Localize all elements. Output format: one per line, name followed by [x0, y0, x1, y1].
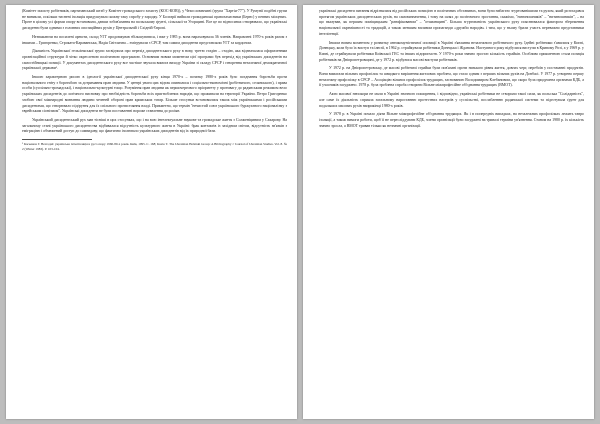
left-paragraph-2: Незважаючи на посилені арешти, склад УГГ продовжував збільшуватися, і вже у 1985 р. вона нараховувала 36 членів. Направлені 1970-х років разом з іншими – Григоренко, Строката-Караванська, Надія Світлична – емігрували з СРСР, там самим дисиденти представляли УГГ за кордоном.	[22, 34, 287, 45]
footnote: ¹ Касьянов Г. Незгодні: українська інтелігенція в русі опору 1960-80-х років. Київ, 1995. С. 168; Kuzio T. The Ukrainian Helsinki Group: A Bibliography // Journal of Ukrainian Studies. Vol. 8. № 2 (Winter 1983). P. 103-104.	[22, 142, 287, 151]
left-column	[22, 9, 287, 415]
left-paragraph-1: (Комітет захисту робітників, партизанський штаб у Комітет громадського захисту (КОС-КОR)), у Чехословаччині (група "Хартія-77"). У Румунії подібні групи не виникли, оскільки тиснені ізоляція придушувало кожну таку спробу у зародку. У Болгарії вийшли громадянські правозахисники (Бернс) у певних місцевих. Проте в цілому усі форми опору встановили, давши зобов'язання на польському ґрунті, сільської та Угорщині. Все це по відносинах створювало, що українські дисиденти були одними з головних опозиційних рухів у Центральній і Східній Європі.	[22, 9, 287, 31]
document-spread	[6, 5, 594, 419]
right-paragraph-2: Іншим новим моментом у розвитку антикомуністичної опозиції в Україні з'являння незалежного робітничого руху. Ідейні робітники з'явилися у Києві, Донецьку, коли було їх виступ та ілюзії, в 1962 р. страйкували робітники Донецька і Жданова. Наступного року відбулися виступи в Кривому Розі, а у 1969 р. у Києві, де страйкували робітники Київської ГЕС та інших підприємств. У 1970-х роки значно зростає кількість страйків. Особливо прикметною стала позиція робітників на Дніпропетровщині, де у 1972 р. відбулися масові виступи робітників.	[319, 40, 584, 62]
right-paragraph-3: У 1972 р. на Дніпропетровську, де масові робітничі страйки були пов'язані проти низького рівня життя, довгих черг, перебоїв у постачанні продуктів. Вони вимагали вільних профспілок та швидкого вирішення житлових проблем, що стало одним з перших вільних рухів на Донбасі. У 1977 р. утворено першу незалежну профспілку в СРСР – Асоціацію вільних профспілок трудящих, заснованою Володимиром Клебановим, що скоро була придушена органами КДБ, а її учасників засуджено. 1978 р. була зроблена спроба створити Вільне міжпрофесійне об'єднання трудящих (ВМОТ).	[319, 66, 584, 88]
right-column	[319, 9, 584, 415]
right-paragraph-5: У 1978 р. в Україні почало діяти Вільне міжпрофесійне об'єднання трудящих. Як і в попередніх випадках, на незалежних профспілках лежить тавро ізоляції, а також вимоги роботи, щоб її не пересліддувати КДБ, члени організації були засуджені на тривалі терміни ув'язнення. Станом на 1980 р. їх кількість значно зросла, а ВМОТ тривав тільки як незначні організації.	[319, 112, 584, 128]
right-page	[303, 5, 594, 419]
left-paragraph-4: Іншою характерною рисою в ідеології української дисидентської руху кінця 1970-х – початку 1980-х років було поєднання боротьби проти національного гніту з боротьбою за дотримання прав людини. У центрі уваги цих відтак опинилися і соціально-економічні (робітничого, селянського), і права особи (суспільно-громадські), і національно-культурні тощо. Розуміння прав людини як першочергового пріоритету у противагу до радянським режимом вело українських дисидентів до логічного висновку про необхідність боротьби всіх пригноблених народів, що проживали на території України. Петро Григоренко злобою свої міжнародні визнання людини чеченей обороні прав кримських татар. Більше стосунки встановилися також між українськими і російськими дисидентами, що створювало підґрунтя для їх спільного протистояння владі. Прикметно, що термін "нечистий союз українського буржуазного націоналізму з єврейським сіонізмом". Українські дисиденти не були поставленні вороже ставлення до росіян.	[22, 75, 287, 114]
right-paragraph-4: Акти масової непокори не мали в Україні значного поширення, і відповідно, українські робітники не створили такої сили, як польська "Солідарність", але саме їх діяльність сприяла загальному наростанню протестних настроїв у суспільстві, послабленню радянської системи та підготувала ґрунт для подальших масових рухів наприкінці 1980-х років.	[319, 92, 584, 108]
left-paragraph-5: Український дисидентський рух мав тісніші в цих стосунках, що і на всю інтелектуальне наукове та громадське життя з Солженіциним у Сахарову. На загальному стані українського дисидентства відбивалася відсутність культурного життя в Україні: брак контактів із західним світом, відсутність зв'язків з еміграцією і обмежений доступ до самвидаву, що фактично ізолювало українських дисидентів від їх природної бази.	[22, 117, 287, 134]
footnote-divider	[22, 139, 92, 140]
left-paragraph-3: Діяльність Української гельсінкської групи засвідчила про перехід дисидентського руху в нову, третю стадію – стадію, яка відзначалася оформленням організаційної структури й чітко окресленою політичною програмою. Основним новим моментом цієї програми був перехід від українських дисидентів на самостійницькі позиції. У документах дисидентського руху все частіше звучала вимога виходу України зі складу СРСР і створення незалежної демократичної української держави¹.	[22, 49, 287, 71]
left-page	[6, 5, 297, 419]
right-paragraph-1: українські дисиденти питання відрізнялися від російських позицією в політичних обставинах, вони були набагато згуртованішими та рухом, який розгладався протягом українських дисидентських рухів, на самовизначення, і тому на шлях до політичного зростання, скажімо, "нитиношників" – "нитиношників", – на що вказував, як першим поміщицьким "ратифікованим" – "отаманщині". Більша згуртованість українського руху пояснювалася фактором збереження національної окремішності та традицій, а також меншим впливом пропаганди «дружби народів» і тим, що у ньому брали участь переважно представники інтелігенції.	[319, 9, 584, 36]
